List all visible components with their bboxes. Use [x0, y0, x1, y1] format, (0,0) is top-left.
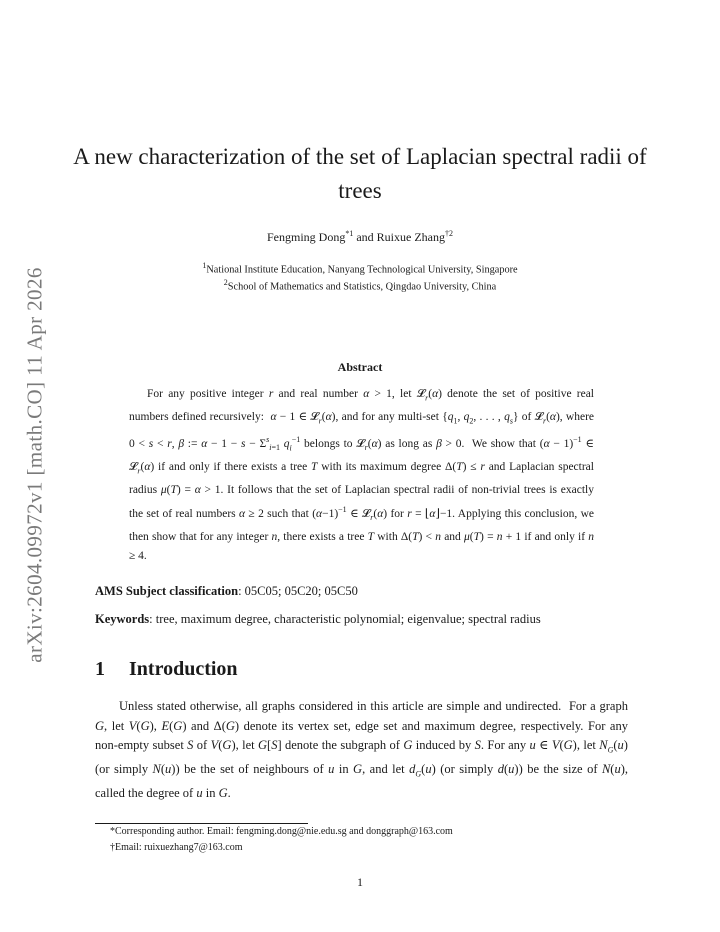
abstract-heading: Abstract [337, 360, 383, 374]
footnote-rule [95, 823, 308, 824]
introduction-paragraph: Unless stated otherwise, all graphs considered in this article are simple and undirected. For a graph G, let V(G), E(G) and Δ(G) denote its vertex set, edge set and maximum degree, respectively. For any non-empty subset S of V(G), let G[S] denote the subgraph of G induced by S. For any u ∈ V(G), let $N_G(u)$ (or simply N(u)) be the set of neighbours of u in G, and let $d_G(u)$ (or simply d(u)) be the size of N(u), called the degree of u in G. [95, 699, 628, 801]
ams-value: : 05C05; 05C20; 05C50 [238, 584, 358, 598]
section-title: Introduction [129, 658, 238, 680]
footnote-2: †Email: ruixuezhang7@163.com [110, 842, 243, 853]
keywords [95, 612, 541, 627]
affiliation-1: $^1$National Institute Education, Nanyang Technological University, Singapore [202, 261, 518, 276]
section-heading [95, 658, 238, 681]
paper-title: A new characterization of the set of Laplacian spectral radii of trees [73, 144, 647, 203]
affiliation-2: $^2$School of Mathematics and Statistics, Qingdao University, China [223, 278, 497, 293]
ams-classification [95, 584, 358, 599]
ams-label: AMS Subject classification [95, 584, 239, 598]
section-number: 1 [95, 658, 105, 680]
page-number: 1 [357, 875, 363, 889]
paper-authors: Fengming Dong$^{*1}$ and Ruixue Zhang$^{\dagger 2}$ [267, 229, 453, 244]
abstract-body: For any positive integer r and real number α > 1, let 𝓛$_r$(α) denote the set of positive real numbers defined recursively: α − 1 ∈ 𝓛$_r$(α), and for any multi-set {$q_1$, $q_2$, . . . , $q_s$} of 𝓛$_r$(α), where 0 < s < r, β := $\alpha - 1 - s - \Sigma^s_{i=1}$ $q_i^{-1}$ belongs to 𝓛$_r$(α) as long as β > 0. We show that $(\alpha - 1)^{-1}$ ∈ 𝓛$_r$(α) if and only if there exists a tree T with its maximum degree Δ(T) ≤ r and Laplacian spectral radius μ(T) = α > 1. It follows that the set of Laplacian spectral radii of non-trivial trees is exactly the set of real numbers α ≥ 2 such that $(\alpha-1)^{-1}$ ∈ 𝓛$_r$(α) for r = ⌊α⌋−1. Applying this conclusion, we then show that for any integer n, there exists a tree T with Δ(T) < n and μ(T) = n + 1 if and only if n ≥ 4. [129, 388, 595, 562]
keywords-label: Keywords [95, 612, 150, 626]
arxiv-sidebar [0, 0, 70, 932]
arxiv-identifier: arXiv:2604.09972v1 [math.CO] 11 Apr 2026 [22, 267, 47, 663]
footnote-1: *Corresponding author. Email: fengming.dong@nie.edu.sg and donggraph@163.com [110, 826, 453, 837]
keywords-value: : tree, maximum degree, characteristic polynomial; eigenvalue; spectral radius [149, 612, 541, 626]
